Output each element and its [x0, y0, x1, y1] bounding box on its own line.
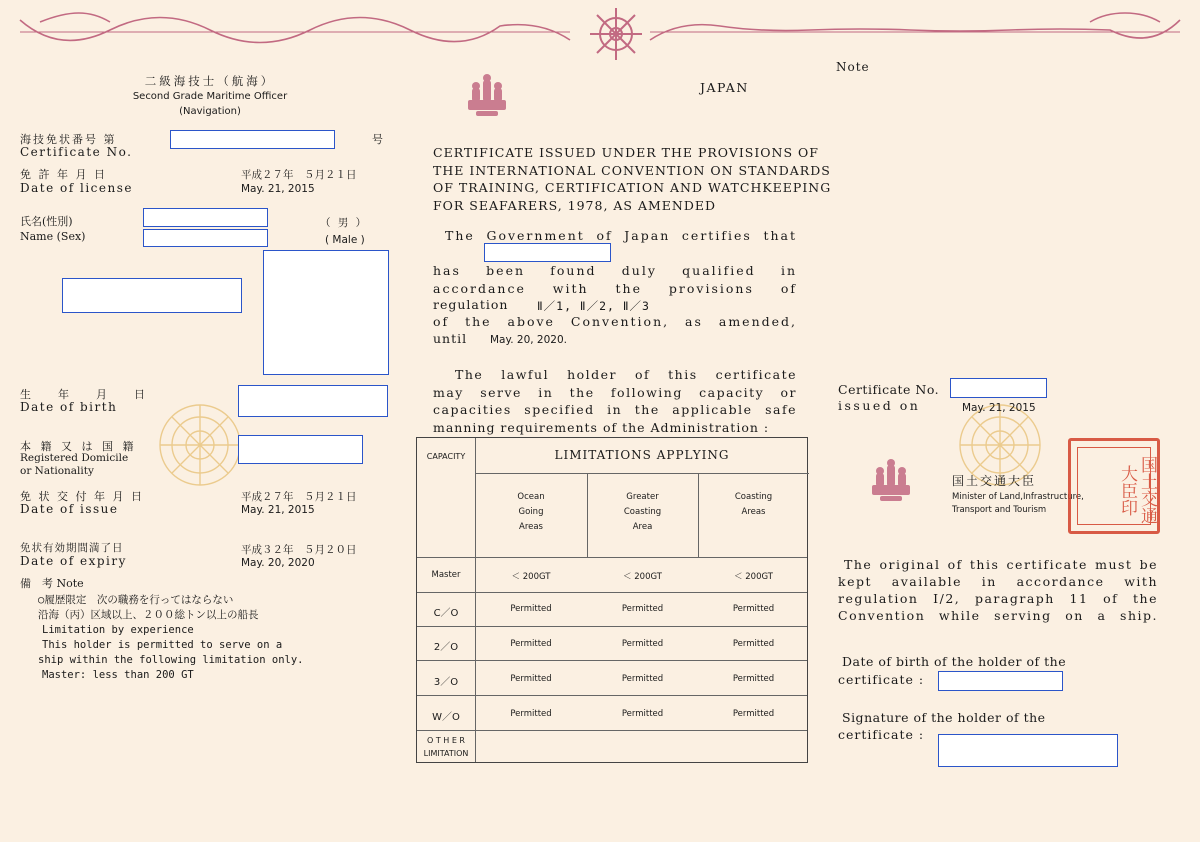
holder-name-redaction [484, 243, 611, 262]
domicile-jp-label: 本 籍 又 は 国 籍 [20, 440, 137, 453]
birth-en-label: Date of birth [20, 400, 118, 414]
table-cell: Permitted [510, 674, 552, 684]
sex-jp: （ 男 ） [320, 217, 369, 229]
table-cell: Permitted [621, 639, 664, 649]
row-label-3o: 3／O [433, 677, 459, 688]
license-jp-label: 免 許 年 月 日 [20, 168, 107, 181]
note-line-1: ○履歴限定 次の職務を行ってはならない [38, 594, 234, 606]
cert-no-en-label: Certificate No. [20, 145, 133, 159]
dob-holder-line-2: certificate : [838, 672, 925, 687]
dob-holder-line-1: Date of birth of the holder of the [842, 654, 1067, 669]
note-line-4: This holder is permitted to serve on a [42, 639, 283, 651]
name-jp-redaction [143, 208, 268, 227]
row-label-co: C／O [433, 608, 459, 619]
original-line-1: The original of this certificate must be [844, 557, 1158, 572]
note-heading: Note [836, 60, 870, 74]
heading-line-3: OF TRAINING, CERTIFICATION AND WATCHKEEPING [433, 180, 832, 195]
signature-line-1: Signature of the holder of the [842, 710, 1046, 725]
capacity-header: CAPACITY [426, 452, 466, 461]
domicile-en-label-1: Registered Domicile [20, 452, 129, 464]
seal-text: 国土交通大臣印 [1117, 456, 1157, 524]
table-cell: Permitted [732, 709, 775, 719]
minister-en-1: Minister of Land,Infrastructure, [952, 492, 1084, 502]
signature-redaction [938, 734, 1118, 767]
table-cell: ＜ 200GT [734, 572, 773, 582]
name-en-redaction [143, 229, 268, 247]
holder-line-1: The lawful holder of this certificate [455, 367, 797, 382]
title-jp: 二級海技士（航海） [144, 74, 276, 88]
original-line-3: regulation I/2, paragraph 11 of the [838, 591, 1158, 606]
note-label: 備 考 Note [20, 577, 84, 590]
heading-line-4: FOR SEAFARERS, 1978, AS AMENDED [433, 197, 717, 213]
domicile-en-label-2: or Nationality [20, 465, 94, 477]
issue-en-label: Date of issue [20, 502, 119, 516]
table-cell: ＜ 200GT [623, 572, 662, 582]
row-label-wo: W／O [432, 712, 460, 723]
table-cell: Permitted [510, 709, 552, 719]
birth-jp-label: 生 年 月 日 [20, 388, 153, 401]
heading-line-2: THE INTERNATIONAL CONVENTION ON STANDARDS [433, 162, 831, 178]
table-cell: Permitted [732, 604, 775, 614]
holder-line-2: may serve in the following capacity or [433, 384, 797, 400]
col-greater-coasting: Greater Coasting Area [623, 492, 662, 532]
ship-wheel-icon [588, 6, 644, 62]
expiry-en-label: Date of expiry [20, 554, 127, 568]
right-cert-no-redaction [950, 378, 1047, 398]
license-en-label: Date of license [20, 181, 133, 195]
note-line-6: Master: less than 200 GT [42, 669, 194, 681]
col-ocean-going: Ocean Going Areas [517, 492, 545, 532]
right-cert-no-label: Certificate No. [838, 382, 940, 397]
expiry-value-en: May. 20, 2020 [241, 557, 315, 569]
expiry-value-jp: 平成３２年 ５月２０日 [241, 544, 357, 556]
table-cell: Permitted [621, 604, 664, 614]
capacity-table [416, 437, 808, 763]
row-label-master: Master [431, 570, 461, 580]
minister-emblem-icon [866, 455, 916, 505]
photo-redaction [263, 250, 389, 375]
rosette-left-icon [150, 395, 250, 495]
license-value-en: May. 21, 2015 [241, 183, 315, 195]
table-cell: Permitted [732, 639, 775, 649]
minister-jp: 国土交通大臣 [952, 474, 1037, 488]
issue-value-en: May. 21, 2015 [241, 504, 315, 516]
note-line-3: Limitation by experience [42, 624, 194, 636]
title-en-sub: (Navigation) [179, 106, 241, 117]
domicile-redaction [238, 435, 363, 464]
note-line-5: ship within the following limitation only. [38, 654, 304, 666]
issue-jp-label: 免 状 交 付 年 月 日 [20, 490, 144, 503]
table-cell: Permitted [621, 674, 664, 684]
gov-certifies-line: The Government of Japan certifies that [445, 228, 797, 243]
cert-no-redaction [170, 130, 335, 149]
issue-value-jp: 平成２７年 ５月２１日 [241, 491, 357, 503]
cert-no-jp-label: 海技免状番号 第 [20, 133, 117, 146]
original-line-4: Convention while serving on a ship. [838, 608, 1158, 623]
birth-redaction [238, 385, 388, 417]
table-cell: Permitted [510, 639, 552, 649]
row-label-other-limitation: O T H E R LIMITATION [423, 736, 469, 758]
cert-no-suffix: 号 [372, 133, 385, 146]
regulation-label: regulation [433, 297, 509, 312]
title-en: Second Grade Maritime Officer [132, 91, 288, 102]
signature-line-2: certificate : [838, 727, 925, 742]
col-coasting: Coasting Areas [734, 492, 773, 517]
limitations-header: LIMITATIONS APPLYING [554, 448, 730, 462]
convention-line: of the above Convention, as amended, [433, 314, 797, 329]
body-line-2: accordance with the provisions of [433, 280, 797, 296]
holder-dob-redaction [938, 671, 1063, 691]
table-cell: ＜ 200GT [511, 572, 551, 582]
issued-on-label: issued on [838, 398, 921, 413]
sex-en: ( Male ) [325, 234, 365, 246]
expiry-jp-label: 免状有効期間満了日 [20, 542, 124, 554]
regulation-value: Ⅱ／1, Ⅱ／2, Ⅱ／3 [537, 299, 650, 313]
table-cell: Permitted [510, 604, 552, 614]
until-value: May. 20, 2020. [490, 334, 567, 346]
table-cell: Permitted [732, 674, 775, 684]
name-en-label: Name (Sex) [20, 230, 86, 243]
heading-line-1: CERTIFICATE ISSUED UNDER THE PROVISIONS OF [433, 145, 819, 160]
official-seal [1068, 438, 1160, 534]
body-line-1: has been found duly qualified in [433, 263, 797, 278]
name-jp-label: 氏名(性別) [20, 215, 73, 228]
holder-line-4: manning requirements of the Administration : [433, 419, 770, 435]
country-title: JAPAN [700, 80, 749, 95]
minister-en-2: Transport and Tourism [952, 505, 1047, 515]
table-cell: Permitted [621, 709, 664, 719]
original-line-2: kept available in accordance with [838, 574, 1158, 589]
imperial-emblem-icon [462, 70, 512, 120]
holder-line-3: capacities specified in the applicable safe [433, 402, 797, 417]
note-line-2: 沿海（丙）区域以上、２００総トン以上の船長 [38, 609, 259, 621]
row-label-2o: 2／O [433, 642, 459, 653]
license-value-jp: 平成２７年 ５月２１日 [241, 169, 357, 181]
issued-on-value: May. 21, 2015 [962, 402, 1036, 414]
address-redaction [62, 278, 242, 313]
until-label: until [433, 331, 468, 346]
